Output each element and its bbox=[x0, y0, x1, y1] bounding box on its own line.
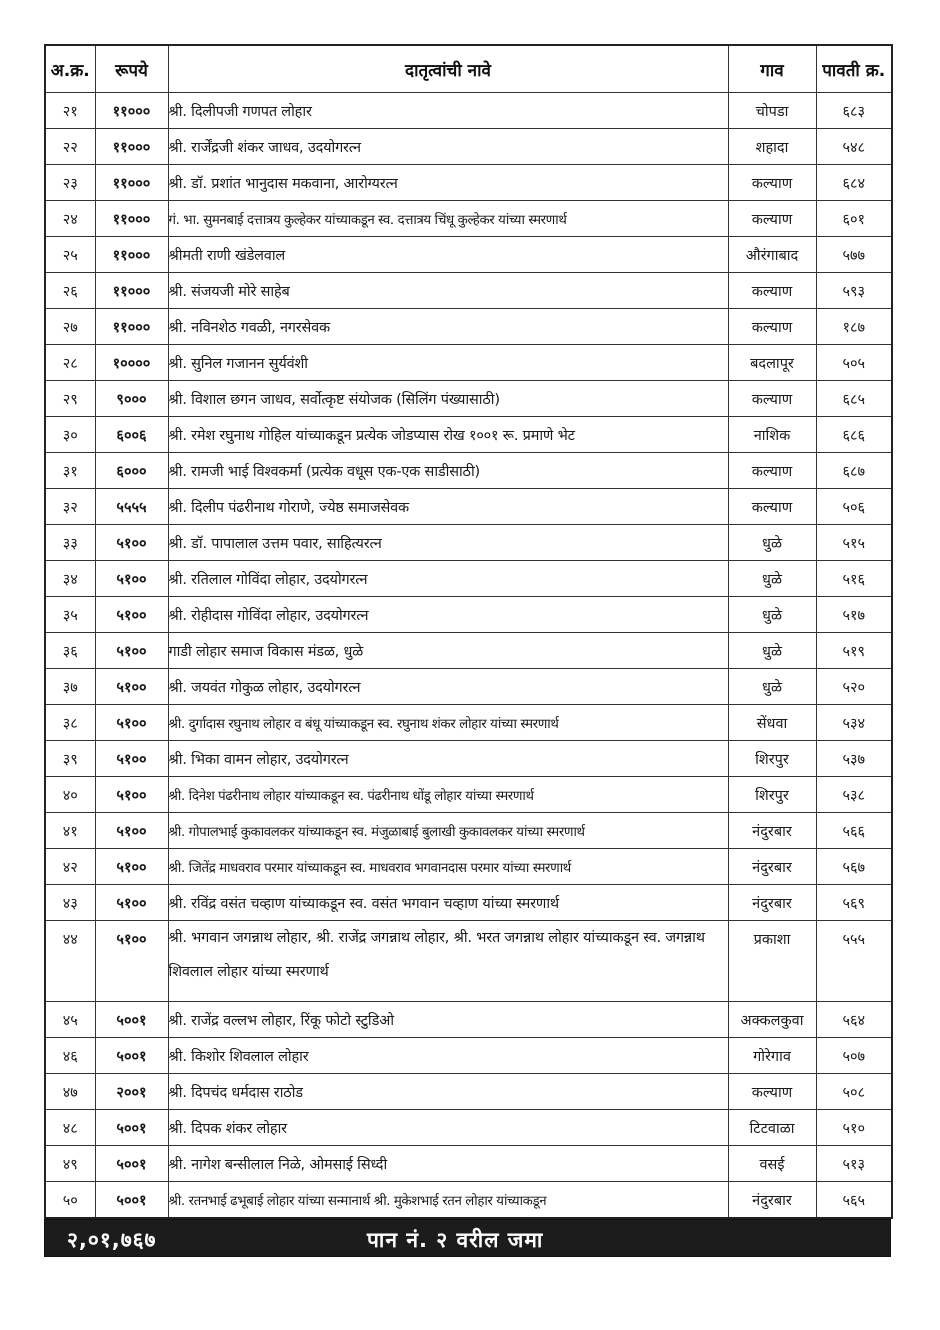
row-village: नंदुरबार bbox=[728, 849, 816, 885]
row-donor-name: श्री. सुनिल गजानन सुर्यवंशी bbox=[168, 345, 728, 381]
row-donor-name: श्री. संजयजी मोरे साहेब bbox=[168, 273, 728, 309]
row-amount: ५१०० bbox=[95, 813, 168, 849]
row-receipt-number: ५५५ bbox=[816, 921, 892, 1002]
row-number: २८ bbox=[45, 345, 95, 381]
row-number: ३५ bbox=[45, 597, 95, 633]
row-receipt-number: ५६४ bbox=[816, 1002, 892, 1038]
row-number: २१ bbox=[45, 93, 95, 129]
row-amount: ११००० bbox=[95, 165, 168, 201]
row-donor-name: श्री. रतनभाई ढभूबाई लोहार यांच्या सन्मानार्थ श्री. मुकेशभाई रतन लोहार यांच्याकडून bbox=[168, 1182, 728, 1219]
table-row bbox=[45, 813, 892, 849]
row-donor-name: श्री. दिपक शंकर लोहार bbox=[168, 1110, 728, 1146]
row-receipt-number: ५१३ bbox=[816, 1146, 892, 1182]
row-number: २७ bbox=[45, 309, 95, 345]
row-number: ३२ bbox=[45, 489, 95, 525]
row-amount: २००१ bbox=[95, 1074, 168, 1110]
donor-table bbox=[44, 44, 893, 1219]
row-amount: ५१०० bbox=[95, 849, 168, 885]
row-number: ३० bbox=[45, 417, 95, 453]
table-row bbox=[45, 345, 892, 381]
row-amount: ५००१ bbox=[95, 1182, 168, 1219]
row-receipt-number: ५६७ bbox=[816, 849, 892, 885]
row-amount: ९००० bbox=[95, 381, 168, 417]
row-number: २५ bbox=[45, 237, 95, 273]
row-village: औरंगाबाद bbox=[728, 237, 816, 273]
row-number: ४२ bbox=[45, 849, 95, 885]
row-receipt-number: ५१० bbox=[816, 1110, 892, 1146]
row-number: ३१ bbox=[45, 453, 95, 489]
row-amount: ५१०० bbox=[95, 705, 168, 741]
row-donor-name: श्री. नविनशेठ गवळी, नगरसेवक bbox=[168, 309, 728, 345]
row-receipt-number: ६८५ bbox=[816, 381, 892, 417]
row-number: २३ bbox=[45, 165, 95, 201]
row-village: धुळे bbox=[728, 633, 816, 669]
row-number: २९ bbox=[45, 381, 95, 417]
row-donor-name: श्री. रोहीदास गोविंदा लोहार, उदयोगरत्न bbox=[168, 597, 728, 633]
row-receipt-number: ५०५ bbox=[816, 345, 892, 381]
row-receipt-number: ५०६ bbox=[816, 489, 892, 525]
row-donor-name: श्री. भगवान जगन्नाथ लोहार, श्री. राजेंद्र जगन्नाथ लोहार, श्री. भरत जगन्नाथ लोहार यांच्याकडून स्व. जगन्नाथ शिवलाल लोहार यांच्या स्मरणार्थ bbox=[168, 921, 728, 1002]
row-village: कल्याण bbox=[728, 453, 816, 489]
row-village: नंदुरबार bbox=[728, 1182, 816, 1219]
row-receipt-number: ५२० bbox=[816, 669, 892, 705]
row-donor-name: श्री. दिपचंद धर्मदास राठोड bbox=[168, 1074, 728, 1110]
row-donor-name: श्री. दिलीप पंढरीनाथ गोराणे, ज्येष्ठ समाजसेवक bbox=[168, 489, 728, 525]
row-receipt-number: ५३८ bbox=[816, 777, 892, 813]
row-donor-name: श्री. रतिलाल गोविंदा लोहार, उदयोगरत्न bbox=[168, 561, 728, 597]
footer-total-bar bbox=[44, 1219, 891, 1257]
row-receipt-number: ५१९ bbox=[816, 633, 892, 669]
table-body bbox=[45, 93, 892, 1219]
row-number: ४१ bbox=[45, 813, 95, 849]
row-number: ४५ bbox=[45, 1002, 95, 1038]
row-receipt-number: ५६५ bbox=[816, 1182, 892, 1219]
row-receipt-number: ५४८ bbox=[816, 129, 892, 165]
row-village: चोपडा bbox=[728, 93, 816, 129]
row-receipt-number: ५७७ bbox=[816, 237, 892, 273]
row-amount: ५१०० bbox=[95, 885, 168, 921]
row-village: वसई bbox=[728, 1146, 816, 1182]
row-receipt-number: ५१५ bbox=[816, 525, 892, 561]
row-amount: ५१०० bbox=[95, 633, 168, 669]
row-village: कल्याण bbox=[728, 489, 816, 525]
table-row bbox=[45, 129, 892, 165]
table-row bbox=[45, 489, 892, 525]
row-receipt-number: ६०१ bbox=[816, 201, 892, 237]
table-row bbox=[45, 921, 892, 1002]
row-amount: ११००० bbox=[95, 237, 168, 273]
row-amount: ५००१ bbox=[95, 1110, 168, 1146]
row-donor-name: श्री. रमेश रघुनाथ गोहिल यांच्याकडून प्रत्येक जोडप्यास रोख १००१ रू. प्रमाणे भेट bbox=[168, 417, 728, 453]
row-donor-name: श्री. विशाल छगन जाधव, सर्वोत्कृष्ट संयोजक (सिलिंग पंख्यासाठी) bbox=[168, 381, 728, 417]
row-village: टिटवाळा bbox=[728, 1110, 816, 1146]
header-sr-no: अ.क्र. bbox=[45, 45, 95, 93]
row-number: २६ bbox=[45, 273, 95, 309]
table-row bbox=[45, 633, 892, 669]
row-donor-name: श्री. राजेंद्र वल्लभ लोहार, रिंकू फोटो स्टुडिओ bbox=[168, 1002, 728, 1038]
row-donor-name: श्री. डॉ. प्रशांत भानुदास मकवाना, आरोग्यरत्न bbox=[168, 165, 728, 201]
row-amount: ५१०० bbox=[95, 597, 168, 633]
row-donor-name: श्री. रविंद्र वसंत चव्हाण यांच्याकडून स्व. वसंत भगवान चव्हाण यांच्या स्मरणार्थ bbox=[168, 885, 728, 921]
row-receipt-number: ६८३ bbox=[816, 93, 892, 129]
table-header-row bbox=[45, 45, 892, 93]
row-number: ३६ bbox=[45, 633, 95, 669]
row-village: शिरपुर bbox=[728, 741, 816, 777]
row-amount: ५१०० bbox=[95, 741, 168, 777]
row-amount: ५००१ bbox=[95, 1002, 168, 1038]
table-row bbox=[45, 1038, 892, 1074]
table-row bbox=[45, 237, 892, 273]
row-amount: ५१०० bbox=[95, 921, 168, 1002]
row-village: कल्याण bbox=[728, 201, 816, 237]
header-village: गाव bbox=[728, 45, 816, 93]
table-row bbox=[45, 1110, 892, 1146]
row-number: ४४ bbox=[45, 921, 95, 1002]
row-amount: ५१०० bbox=[95, 669, 168, 705]
row-amount: ५००१ bbox=[95, 1146, 168, 1182]
row-receipt-number: ६८७ bbox=[816, 453, 892, 489]
row-donor-name: श्री. डॉ. पापालाल उत्तम पवार, साहित्यरत्न bbox=[168, 525, 728, 561]
row-number: ३७ bbox=[45, 669, 95, 705]
row-number: ४६ bbox=[45, 1038, 95, 1074]
row-donor-name: श्री. भिका वामन लोहार, उदयोगरत्न bbox=[168, 741, 728, 777]
table-row bbox=[45, 597, 892, 633]
header-amount: रूपये bbox=[95, 45, 168, 93]
row-number: ३९ bbox=[45, 741, 95, 777]
row-receipt-number: ६८४ bbox=[816, 165, 892, 201]
row-amount: ५५५५ bbox=[95, 489, 168, 525]
row-number: ५० bbox=[45, 1182, 95, 1219]
row-donor-name: श्री. किशोर शिवलाल लोहार bbox=[168, 1038, 728, 1074]
row-village: शहादा bbox=[728, 129, 816, 165]
table-row bbox=[45, 201, 892, 237]
footer-total-amount: २,०१,७६७ bbox=[67, 1228, 157, 1252]
row-donor-name: श्री. दुर्गादास रघुनाथ लोहार व बंधू यांच्याकडून स्व. रघुनाथ शंकर लोहार यांच्या स्मरणार्थ bbox=[168, 705, 728, 741]
row-receipt-number: ५६९ bbox=[816, 885, 892, 921]
table-row bbox=[45, 561, 892, 597]
table-row bbox=[45, 381, 892, 417]
table-row bbox=[45, 885, 892, 921]
row-donor-name: श्री. दिलीपजी गणपत लोहार bbox=[168, 93, 728, 129]
table-row bbox=[45, 93, 892, 129]
row-donor-name: श्री. दिनेश पंढरीनाथ लोहार यांच्याकडून स्व. पंढरीनाथ धोंडू लोहार यांच्या स्मरणार्थ bbox=[168, 777, 728, 813]
table-row bbox=[45, 1146, 892, 1182]
row-donor-name: गाडी लोहार समाज विकास मंडळ, धुळे bbox=[168, 633, 728, 669]
row-village: धुळे bbox=[728, 669, 816, 705]
row-receipt-number: ५१७ bbox=[816, 597, 892, 633]
row-donor-name: श्री. रार्जेंद्रजी शंकर जाधव, उदयोगरत्न bbox=[168, 129, 728, 165]
row-amount: ५००१ bbox=[95, 1038, 168, 1074]
table-row bbox=[45, 273, 892, 309]
table-row bbox=[45, 777, 892, 813]
row-number: ४९ bbox=[45, 1146, 95, 1182]
row-amount: ६००६ bbox=[95, 417, 168, 453]
row-number: ४० bbox=[45, 777, 95, 813]
table-row bbox=[45, 1002, 892, 1038]
table-row bbox=[45, 669, 892, 705]
row-amount: ५१०० bbox=[95, 777, 168, 813]
row-village: नंदुरबार bbox=[728, 813, 816, 849]
table-row bbox=[45, 453, 892, 489]
row-receipt-number: ६८६ bbox=[816, 417, 892, 453]
row-village: कल्याण bbox=[728, 165, 816, 201]
donor-list-sheet bbox=[44, 44, 891, 1257]
footer-carry-forward-label: पान नं. २ वरील जमा bbox=[367, 1228, 544, 1252]
row-village: बदलापूर bbox=[728, 345, 816, 381]
row-amount: ११००० bbox=[95, 309, 168, 345]
row-amount: ११००० bbox=[95, 93, 168, 129]
table-row bbox=[45, 1074, 892, 1110]
row-village: नंदुरबार bbox=[728, 885, 816, 921]
row-receipt-number: ५६६ bbox=[816, 813, 892, 849]
row-number: ४३ bbox=[45, 885, 95, 921]
row-village: नाशिक bbox=[728, 417, 816, 453]
row-receipt-number: ५०७ bbox=[816, 1038, 892, 1074]
table-row bbox=[45, 705, 892, 741]
row-number: २२ bbox=[45, 129, 95, 165]
row-number: ४८ bbox=[45, 1110, 95, 1146]
row-amount: ११००० bbox=[95, 129, 168, 165]
row-number: ३८ bbox=[45, 705, 95, 741]
row-village: प्रकाशा bbox=[728, 921, 816, 1002]
row-donor-name: गं. भा. सुमनबाई दत्तात्रय कुल्हेकर यांच्याकडून स्व. दत्तात्रय चिंधू कुल्हेकर यांच्या स्मरणार्थ bbox=[168, 201, 728, 237]
header-donor-names: दातृत्वांची नावे bbox=[168, 45, 728, 93]
row-donor-name: श्री. गोपालभाई कुकावलकर यांच्याकडून स्व. मंजुळाबाई बुलाखी कुकावलकर यांच्या स्मरणार्थ bbox=[168, 813, 728, 849]
table-row bbox=[45, 417, 892, 453]
header-receipt-no: पावती क्र. bbox=[816, 45, 892, 93]
row-amount: ६००० bbox=[95, 453, 168, 489]
table-row bbox=[45, 741, 892, 777]
row-village: कल्याण bbox=[728, 273, 816, 309]
row-village: शिरपुर bbox=[728, 777, 816, 813]
row-village: धुळे bbox=[728, 561, 816, 597]
row-donor-name: श्री. जितेंद्र माधवराव परमार यांच्याकडून स्व. माधवराव भगवानदास परमार यांच्या स्मरणार्थ bbox=[168, 849, 728, 885]
row-number: ४७ bbox=[45, 1074, 95, 1110]
table-row bbox=[45, 1182, 892, 1219]
row-donor-name: श्री. नागेश बन्सीलाल निळे, ओमसाई सिध्दी bbox=[168, 1146, 728, 1182]
row-amount: ११००० bbox=[95, 201, 168, 237]
table-row bbox=[45, 849, 892, 885]
row-village: कल्याण bbox=[728, 309, 816, 345]
row-number: ३४ bbox=[45, 561, 95, 597]
row-number: २४ bbox=[45, 201, 95, 237]
row-amount: ५१०० bbox=[95, 525, 168, 561]
row-village: सेंधवा bbox=[728, 705, 816, 741]
row-donor-name: श्रीमती राणी खंडेलवाल bbox=[168, 237, 728, 273]
row-village: कल्याण bbox=[728, 381, 816, 417]
row-receipt-number: ५३७ bbox=[816, 741, 892, 777]
row-receipt-number: ५०८ bbox=[816, 1074, 892, 1110]
row-receipt-number: ५१६ bbox=[816, 561, 892, 597]
row-village: धुळे bbox=[728, 597, 816, 633]
row-receipt-number: ५३४ bbox=[816, 705, 892, 741]
row-receipt-number: ५९३ bbox=[816, 273, 892, 309]
row-donor-name: श्री. रामजी भाई विश्वकर्मा (प्रत्येक वधूस एक-एक साडीसाठी) bbox=[168, 453, 728, 489]
table-row bbox=[45, 165, 892, 201]
row-village: गोरेगाव bbox=[728, 1038, 816, 1074]
table-row bbox=[45, 525, 892, 561]
row-number: ३३ bbox=[45, 525, 95, 561]
row-village: धुळे bbox=[728, 525, 816, 561]
row-village: कल्याण bbox=[728, 1074, 816, 1110]
row-donor-name: श्री. जयवंत गोकुळ लोहार, उदयोगरत्न bbox=[168, 669, 728, 705]
row-amount: ११००० bbox=[95, 273, 168, 309]
row-amount: ५१०० bbox=[95, 561, 168, 597]
row-receipt-number: १८७ bbox=[816, 309, 892, 345]
row-village: अक्कलकुवा bbox=[728, 1002, 816, 1038]
row-amount: १०००० bbox=[95, 345, 168, 381]
table-row bbox=[45, 309, 892, 345]
